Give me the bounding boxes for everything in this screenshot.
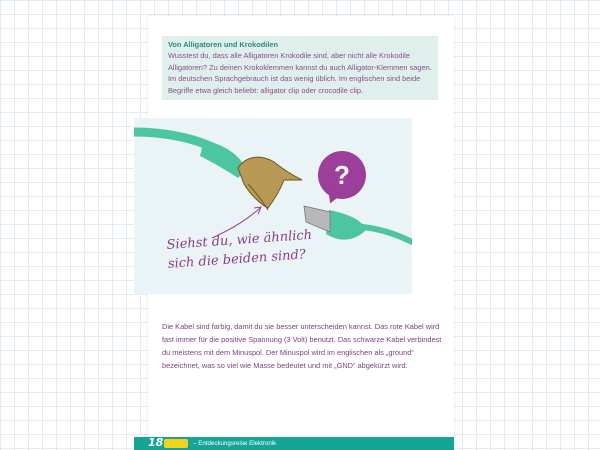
question-mark-icon: ? (334, 160, 350, 190)
question-bubble (318, 151, 366, 199)
brand-logo-icon (164, 439, 188, 448)
footer-book-title: Entdeckungsreise Elektronik (198, 440, 277, 447)
page-number: 18 (148, 436, 164, 449)
footer-title (193, 439, 276, 448)
body-paragraph: Die Kabel sind farbig, damit du sie besser unterscheiden kannst. Das rote Kabel wird fast immer für die positive Spannung (3 Volt) benutzt. Das schwarze Kabel verbindest du meistens mit dem Minuspol. Der Minuspol wird im englischen als „ground“ bezeichnet, was so viel wie Masse bedeutet und mit „GND“ abgekürzt wird. (162, 322, 442, 370)
info-box-text: Wusstest du, dass alle Alligatoren Krokodile sind, aber nicht alle Krokodile Alligatoren? Zu deinen Krokoklemmen kannst du auch Alligator-Klemmen sagen. Im deutschen Sprachgebrauch ist das wenig üblich. Im englischen sind beide Begriffe etwa gleich beliebt: alligator clip oder crocodile clip. (168, 51, 432, 95)
left-cable (134, 132, 214, 148)
right-clip-sleeve (326, 210, 366, 240)
info-box (162, 36, 438, 100)
info-box-title: Von Alligatoren und Krokodilen (168, 40, 279, 49)
crocodile-head (238, 157, 302, 208)
footer-separator: – (193, 440, 197, 447)
caption-line-2: sich die beiden sind? (167, 247, 307, 272)
caption-line-1: Siehst du, wie ähnlich (166, 227, 313, 253)
